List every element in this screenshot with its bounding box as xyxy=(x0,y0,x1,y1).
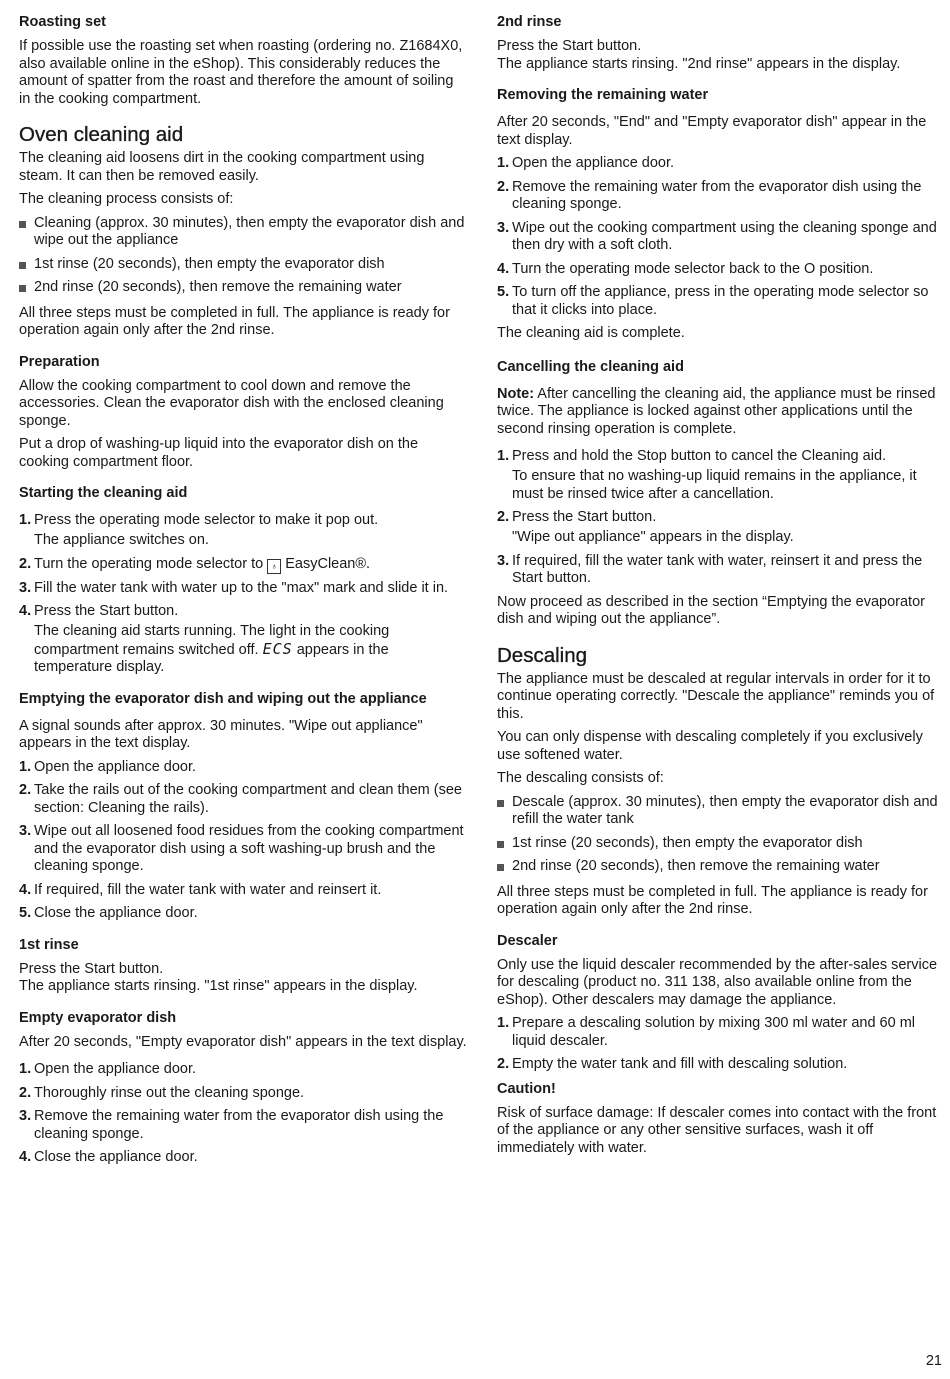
list-item: 4. If required, fill the water tank with water and reinsert it. xyxy=(19,881,382,898)
starting-steps xyxy=(19,512,467,677)
list-item: 1. Open the appliance door. xyxy=(19,758,197,775)
empty-dish-heading: Empty evaporator dish xyxy=(19,1009,177,1026)
descaling-heading: Descaling xyxy=(497,643,588,667)
removing-outro: The cleaning aid is complete. xyxy=(497,325,685,341)
descaling-process-list xyxy=(497,794,945,876)
easyclean-symbol-icon: ♁ xyxy=(267,559,281,574)
descaling-process-intro: The descaling consists of: xyxy=(497,770,664,786)
list-item: 3. Fill the water tank with water up to the "max" mark and slide it in. xyxy=(19,579,449,596)
note-label: Note: xyxy=(497,385,535,402)
list-item: 1. Press the operating mode selector to make it pop out. The appliance switches on. xyxy=(19,512,379,548)
list-item: Cleaning (approx. 30 minutes), then empty the evaporator dish and wipe out the appliance xyxy=(19,215,467,250)
list-item: 1. Open the appliance door. xyxy=(19,1061,197,1077)
bullet-square-icon xyxy=(19,221,26,228)
emptying-intro: A signal sounds after approx. 30 minutes. "Wipe out appliance" appears in the text display. xyxy=(19,717,423,751)
list-item: 3. Wipe out all loosened food residues from the cooking compartment and the evaporator dish using a soft washing-up brush and the cleaning sponge. xyxy=(19,823,464,874)
empty-dish-steps xyxy=(19,1061,467,1167)
second-rinse-line-1: Press the Start button. xyxy=(497,38,642,54)
cleaning-steps-note: All three steps must be completed in full. The appliance is ready for operation again only after the 2nd rinse. xyxy=(19,304,450,338)
list-item: 2nd rinse (20 seconds), then remove the remaining water xyxy=(19,279,467,297)
oven-cleaning-heading: Oven cleaning aid xyxy=(19,123,184,146)
emptying-steps xyxy=(19,759,467,923)
cancelling-note: Note: After cancelling the cleaning aid, the appliance must be rinsed twice. The appliance is locked against other applications until the second rinsing operation is complete. xyxy=(497,385,936,437)
second-rinse-line-2: The appliance starts rinsing. "2nd rinse" appears in the display. xyxy=(497,55,901,72)
cleaning-process-list xyxy=(19,215,467,297)
page-number: 21 xyxy=(925,1353,942,1369)
descaling-text-2: You can only dispense with descaling completely if you exclusively use softened water. xyxy=(497,729,923,763)
first-rinse-heading: 1st rinse xyxy=(19,936,79,953)
list-item: 2. Press the Start button. "Wipe out appliance" appears in the display. xyxy=(497,509,794,545)
first-rinse-line-2: The appliance starts rinsing. "1st rinse" appears in the display. xyxy=(19,978,418,994)
preparation-text-1: Allow the cooking compartment to cool down and remove the accessories. Clean the evaporator dish with the enclosed cleaning sponge. xyxy=(19,377,444,429)
list-item: 4. Turn the operating mode selector back to the O position. xyxy=(497,260,874,277)
list-item: 4. Close the appliance door. xyxy=(19,1149,198,1165)
cleaning-process-intro: The cleaning process consists of: xyxy=(19,191,234,207)
cancelling-steps xyxy=(497,448,945,588)
descaler-text: Only use the liquid descaler recommended by the after-sales service for descaling (product no. 311 138, also available online from the eShop). Other descalers may damage the appliance. xyxy=(497,956,938,1008)
first-rinse-line-1: Press the Start button. xyxy=(19,960,164,977)
cancelling-heading: Cancelling the cleaning aid xyxy=(497,358,684,375)
right-column xyxy=(497,6,945,1157)
list-item: 1. Press and hold the Stop button to cancel the Cleaning aid. To ensure that no washing-up liquid remains in the appliance, it must be rinsed twice after a cancellation. xyxy=(497,448,917,502)
list-item: 5. To turn off the appliance, press in the operating mode selector so that it clicks into place. xyxy=(497,284,929,318)
list-item: 4. Press the Start button. The cleaning aid starts running. The light in the cooking compartment remains switched off. ECS appears in the temperature display. xyxy=(19,603,390,675)
preparation-heading: Preparation xyxy=(19,353,100,370)
removing-heading: Removing the remaining water xyxy=(497,87,709,103)
list-item: 1st rinse (20 seconds), then empty the evaporator dish xyxy=(497,835,945,853)
bullet-square-icon xyxy=(19,262,26,269)
descaler-steps xyxy=(497,1015,945,1074)
bullet-square-icon xyxy=(497,864,504,871)
list-item: 1st rinse (20 seconds), then empty the evaporator dish xyxy=(19,256,467,274)
list-item: 1. Prepare a descaling solution by mixing 300 ml water and 60 ml liquid descaler. xyxy=(497,1015,915,1049)
cancelling-outro: Now proceed as described in the section “Emptying the evaporator dish and wiping out the appliance”. xyxy=(497,593,925,627)
list-item: 3. Wipe out the cooking compartment using the cleaning sponge and then dry with a soft cloth. xyxy=(497,219,937,253)
descaling-text-1: The appliance must be descaled at regular intervals in order for it to continue operating correctly. "Descale the appliance" reminds you of this. xyxy=(497,670,935,722)
empty-dish-intro: After 20 seconds, "Empty evaporator dish" appears in the text display. xyxy=(19,1033,467,1050)
list-item: 2. Take the rails out of the cooking compartment and clean them (see section: Cleaning the rails). xyxy=(19,782,462,816)
list-item: 2nd rinse (20 seconds), then remove the remaining water xyxy=(497,858,945,876)
removing-steps xyxy=(497,155,945,319)
roasting-set-text: If possible use the roasting set when roasting (ordering no. Z1684X0, also available online in the eShop). This considerably reduces the amount of spatter from the roast and therefore the amount of soiling in the cooking compartment. xyxy=(19,38,463,107)
roasting-set-heading: Roasting set xyxy=(19,14,107,30)
second-rinse-heading: 2nd rinse xyxy=(497,14,562,30)
bullet-square-icon xyxy=(19,285,26,292)
list-item: 1. Open the appliance door. xyxy=(497,155,675,171)
list-item: 2. Turn the operating mode selector to ♁ EasyClean®. xyxy=(19,555,371,572)
removing-intro: After 20 seconds, "End" and "Empty evaporator dish" appear in the text display. xyxy=(497,114,927,148)
caution-heading: Caution! xyxy=(497,1080,556,1097)
descaler-heading: Descaler xyxy=(497,932,558,949)
ecs-display-code: ECS xyxy=(262,639,293,658)
preparation-text-2: Put a drop of washing-up liquid into the evaporator dish on the cooking compartment floor. xyxy=(19,436,419,470)
starting-heading: Starting the cleaning aid xyxy=(19,485,188,501)
list-item: 2. Thoroughly rinse out the cleaning sponge. xyxy=(19,1084,305,1101)
emptying-heading: Emptying the evaporator dish and wiping out the appliance xyxy=(19,690,427,707)
list-item: 2. Empty the water tank and fill with descaling solution. xyxy=(497,1056,848,1072)
list-item: 5. Close the appliance door. xyxy=(19,905,198,921)
descaling-steps-note: All three steps must be completed in full. The appliance is ready for operation again only after the 2nd rinse. xyxy=(497,883,928,917)
oven-cleaning-intro: The cleaning aid loosens dirt in the cooking compartment using steam. It can then be removed easily. xyxy=(19,150,425,184)
list-item: 2. Remove the remaining water from the evaporator dish using the cleaning sponge. xyxy=(497,178,922,212)
bullet-square-icon xyxy=(497,800,504,807)
caution-text: Risk of surface damage: If descaler comes into contact with the front of the appliance or any other sensitive surfaces, wash it off immediately with water. xyxy=(497,1104,937,1156)
list-item: 3. Remove the remaining water from the evaporator dish using the cleaning sponge. xyxy=(19,1108,444,1142)
list-item: Descale (approx. 30 minutes), then empty the evaporator dish and refill the water tank xyxy=(497,794,945,829)
bullet-square-icon xyxy=(497,841,504,848)
list-item: 3. If required, fill the water tank with water, reinsert it and press the Start button. xyxy=(497,552,923,586)
left-column xyxy=(19,6,467,1167)
